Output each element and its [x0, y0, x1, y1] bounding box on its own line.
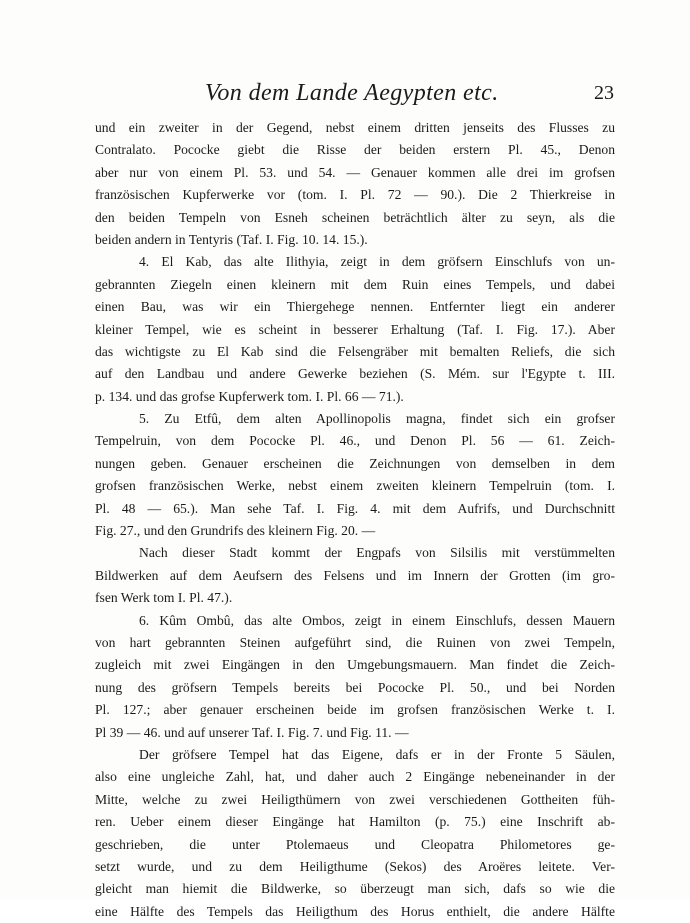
text-line: Tempelruin, von dem Pococke Pl. 46., und Denon Pl. 56 — 61. Zeich-	[95, 433, 615, 449]
body-text	[95, 117, 615, 923]
text-line: Mitte, welche zu zwei Heiligthümern von zwei verschiedenen Gottheiten füh-	[95, 791, 615, 807]
text-line: den beiden Tempeln von Esneh scheinen beträchtlich älter zu seyn, als die	[95, 209, 615, 225]
text-line: 6. Kûm Ombû, das alte Ombos, zeigt in einem Einschlufs, dessen Mauern	[139, 612, 615, 628]
text-line: Der gröfsere Tempel hat das Eigene, dafs er in der Fronte 5 Säulen,	[139, 746, 615, 762]
text-line: das wichtigste zu El Kab sind die Felsengräber mit bemalten Reliefs, die sich	[95, 343, 615, 359]
text-line: eine Hälfte des Tempels das Heiligthum des Horus enthielt, die andere Hälfte	[95, 903, 615, 919]
text-line: Fig. 27., und den Grundrifs des kleinern Fig. 20. —	[95, 523, 376, 539]
text-line: Pl. 127.; aber genauer erscheinen beide im grofsen französischen Werke t. I.	[95, 702, 615, 718]
text-line: setzt wurde, und zu dem Heiligthume (Sekos) des Aroëres leitete. Ver-	[95, 858, 615, 874]
text-line: Contralato. Pococke giebt die Risse der beiden erstern Pl. 45., Denon	[95, 142, 615, 158]
text-line: französischen Kupferwerke vor (tom. I. Pl. 72 — 90.). Die 2 Thierkreise in	[95, 187, 615, 203]
text-line: und ein zweiter in der Gegend, nebst einem dritten jenseits des Flusses zu	[95, 120, 615, 135]
text-line: Pl 39 — 46. und auf unserer Taf. I. Fig. 7. und Fig. 11. —	[95, 724, 409, 740]
text-line: 5. Zu Etfû, dem alten Apollinopolis magna, findet sich ein grofser	[139, 411, 615, 427]
text-line: Pl. 48 — 65.). Man sehe Taf. I. Fig. 4. mit dem Aufrifs, und Durchschnitt	[95, 500, 615, 516]
text-line: Nach dieser Stadt kommt der Engpafs von Silsilis mit verstümmelten	[139, 545, 615, 561]
text-line: nung des gröfsern Tempels bereits bei Pococke Pl. 50., und bei Norden	[95, 679, 615, 695]
text-line: geschrieben, die unter Ptolemaeus und Cleopatra Philometores ge-	[95, 836, 615, 852]
text-line: kleiner Tempel, wie es scheint in besserer Erhaltung (Taf. I. Fig. 17.). Aber	[95, 321, 615, 337]
text-line: ren. Ueber einem dieser Eingänge hat Hamilton (p. 75.) eine Inschrift ab-	[95, 814, 615, 830]
text-line: zugleich mit zwei Eingängen in den Umgebungsmauern. Man findet die Zeich-	[95, 657, 615, 673]
text-line: fsen Werk tom I. Pl. 47.).	[95, 590, 233, 606]
text-line: Bildwerken auf dem Aeufsern des Felsens und im Innern der Grotten (im gro-	[95, 567, 615, 583]
text-line: auf den Landbau und andere Gewerke beziehen (S. Mém. sur l'Egypte t. III.	[95, 366, 615, 382]
running-head	[0, 80, 690, 112]
text-line: einen Bau, was wir ein Thiergehege nennen. Entfernter liegt ein anderer	[95, 299, 615, 315]
text-line: beiden andern in Tentyris (Taf. I. Fig. 10. 14. 15.).	[95, 231, 368, 247]
text-line: gleicht man hiemit die Bildwerke, so überzeugt man sich, dafs so wie die	[95, 881, 615, 897]
text-line: grofsen französischen Werke, nebst einem zweiten kleinern Tempelruin (tom. I.	[95, 478, 615, 494]
text-line: 4. El Kab, das alte Ilithyia, zeigt in dem gröfsern Einschlufs von un-	[139, 254, 615, 270]
page-number: 23	[594, 82, 614, 104]
text-line: nungen geben. Genauer erscheinen die Zeichnungen von demselben in dem	[95, 455, 615, 471]
text-line: also eine ungleiche Zahl, hat, und daher auch 2 Eingänge nebeneinander in der	[95, 769, 615, 785]
running-title: Von dem Lande Aegypten etc.	[205, 80, 499, 106]
text-line: p. 134. und das grofse Kupferwerk tom. I. Pl. 66 — 71.).	[95, 388, 404, 404]
text-line: von hart gebrannten Steinen aufgeführt sind, die Ruinen von zwei Tempeln,	[95, 634, 615, 650]
text-line: gebrannten Ziegeln einen kleinern mit dem Ruin eines Tempels, und dabei	[95, 276, 615, 292]
text-line: aber nur von einem Pl. 53. und 54. — Genauer kommen alle drei im grofsen	[95, 164, 615, 180]
